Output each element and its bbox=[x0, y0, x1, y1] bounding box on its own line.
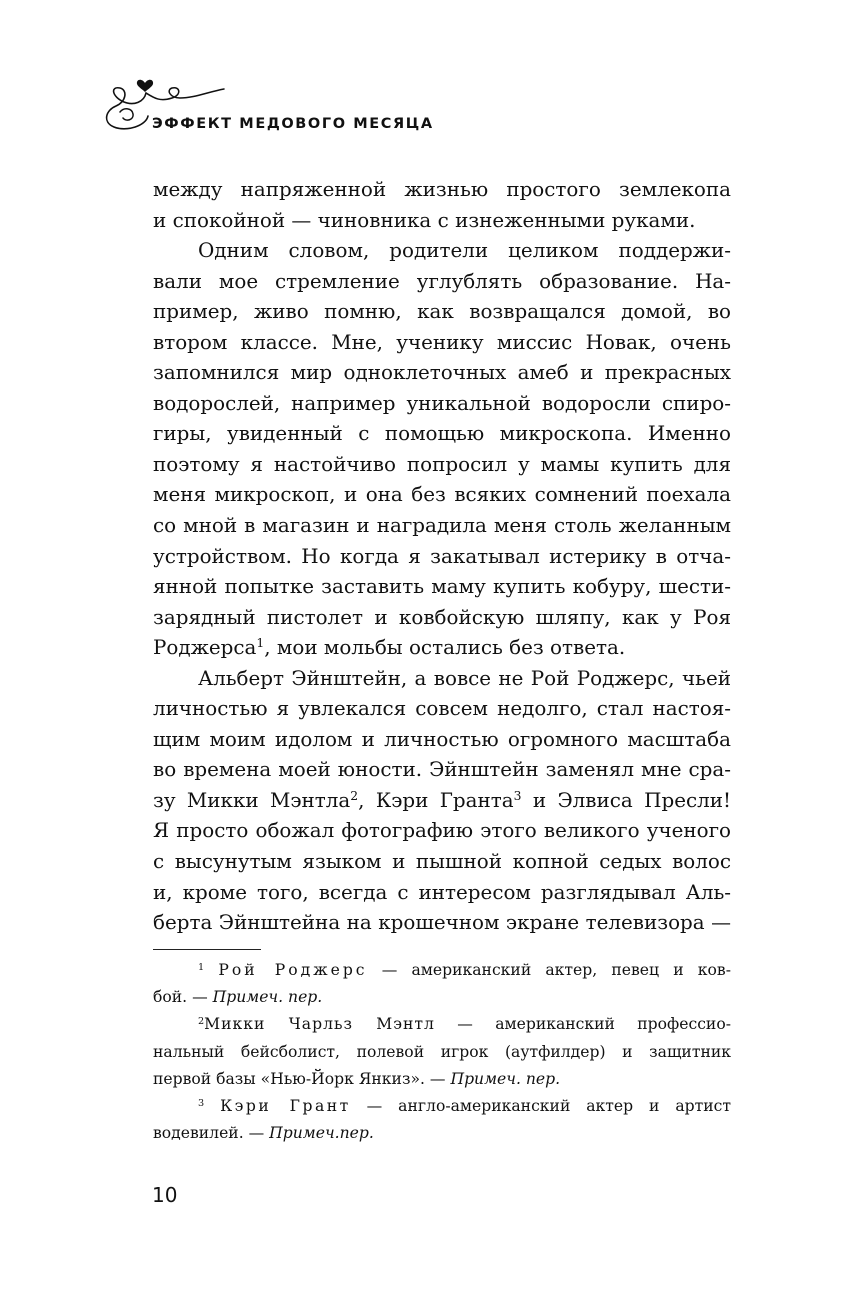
body-text-run: зу Микки Мэнтла bbox=[153, 788, 351, 812]
footnote-line bbox=[153, 1120, 731, 1147]
footnote-line: нальный бейсболист, полевой игрок (аутфилдер) и защитник bbox=[153, 1042, 731, 1061]
footnote-text: водевилей. — bbox=[153, 1124, 270, 1143]
body-line: янной попытке заставить маму купить кобуру, шести- bbox=[153, 575, 731, 599]
footnotes bbox=[153, 957, 731, 1147]
body-line: поэтому я настойчиво попросил у мамы купить для bbox=[153, 452, 731, 476]
body-line: меня микроскоп, и она без всяких сомнений поехала bbox=[153, 483, 731, 507]
body-text-run: Роджерса bbox=[153, 636, 257, 660]
body-line: Альберт Эйнштейн, а вовсе не Рой Роджерс, чьей bbox=[198, 666, 731, 690]
footnote-line bbox=[153, 1093, 731, 1120]
footnote-marker: 3 bbox=[513, 789, 522, 804]
body-line bbox=[153, 633, 731, 664]
footnote-line bbox=[153, 957, 731, 984]
footnote-line bbox=[153, 1066, 731, 1093]
body-text-run: , мои мольбы остались без ответа. bbox=[264, 636, 626, 660]
body-line: во времена моей юности. Эйнштейн заменял мне сра- bbox=[153, 758, 731, 782]
body-line bbox=[153, 786, 731, 817]
footnote-text: — американский профессио- bbox=[434, 1015, 731, 1034]
body-line: личностью я увлекался совсем недолго, стал настоя- bbox=[153, 697, 731, 721]
footnote-number: 2 bbox=[198, 1016, 205, 1028]
page-number: 10 bbox=[152, 1183, 178, 1207]
footnote-number: 3 bbox=[198, 1097, 205, 1109]
footnote-text: — американский актер, певец и ков- bbox=[367, 961, 731, 979]
body-line: щим моим идолом и личностью огромного масштаба bbox=[153, 727, 731, 751]
footnote-text: бой. — bbox=[153, 988, 213, 1007]
footnote-line bbox=[153, 984, 731, 1011]
footnote-marker: 1 bbox=[256, 636, 265, 651]
footnote-text: первой базы «Нью-Йорк Янкиз». — bbox=[153, 1069, 451, 1088]
footnote-note: Примеч. пер. bbox=[450, 1069, 561, 1088]
body-line: между напряженной жизнью простого землекопа bbox=[153, 178, 731, 201]
body-line: и, кроме того, всегда с интересом разглядывал Аль- bbox=[153, 880, 731, 904]
body-line: берта Эйнштейна на крошечном экране телевизора — bbox=[153, 911, 731, 935]
body-line: запомнился мир одноклеточных амеб и прекрасных bbox=[153, 361, 731, 385]
body-line: втором классе. Мне, ученику миссис Новак, очень bbox=[153, 330, 731, 354]
body-text-run: и Элвиса Пресли! bbox=[521, 788, 731, 812]
footnote-name: Микки Чарльз Мэнтл bbox=[204, 1015, 435, 1034]
footnote-text: — англо-американский актер и артист bbox=[350, 1097, 731, 1116]
footnote-name: Рой Роджерс bbox=[218, 961, 368, 979]
body-line: устройством. Но когда я закатывал истерику в отча- bbox=[153, 544, 731, 568]
body-line: с высунутым языком и пышной копной седых волос bbox=[153, 850, 731, 874]
footnote-number: 1 bbox=[198, 961, 205, 973]
body-text bbox=[153, 175, 731, 939]
body-line: со мной в магазин и наградила меня столь желанным bbox=[153, 514, 731, 538]
footnote-name: Кэри Грант bbox=[220, 1097, 351, 1116]
body-line: Я просто обожал фотографию этого великого ученого bbox=[153, 819, 731, 843]
body-line: гиры, увиденный с помощью микроскопа. Именно bbox=[153, 422, 731, 446]
body-line: и спокойной — чиновника с изнеженными руками. bbox=[153, 208, 696, 232]
footnote-line bbox=[153, 1011, 731, 1038]
body-line: вали мое стремление углублять образование. На- bbox=[153, 269, 731, 293]
running-title: ЭФФЕКТ МЕДОВОГО МЕСЯЦА bbox=[152, 116, 434, 132]
body-line: Одним словом, родители целиком поддержи- bbox=[198, 239, 731, 263]
footnote-note: Примеч. пер. bbox=[212, 988, 323, 1007]
body-line: зарядный пистолет и ковбойскую шляпу, как у Роя bbox=[153, 605, 731, 629]
footnote-divider bbox=[153, 949, 261, 950]
body-text-run: , Кэри Гранта bbox=[358, 788, 514, 812]
body-line: пример, живо помню, как возвращался домой, во bbox=[153, 300, 731, 324]
footnote-note: Примеч.пер. bbox=[269, 1124, 374, 1143]
body-line: водорослей, например уникальной водоросли спиро- bbox=[153, 391, 731, 415]
footnote-marker: 2 bbox=[350, 789, 359, 804]
